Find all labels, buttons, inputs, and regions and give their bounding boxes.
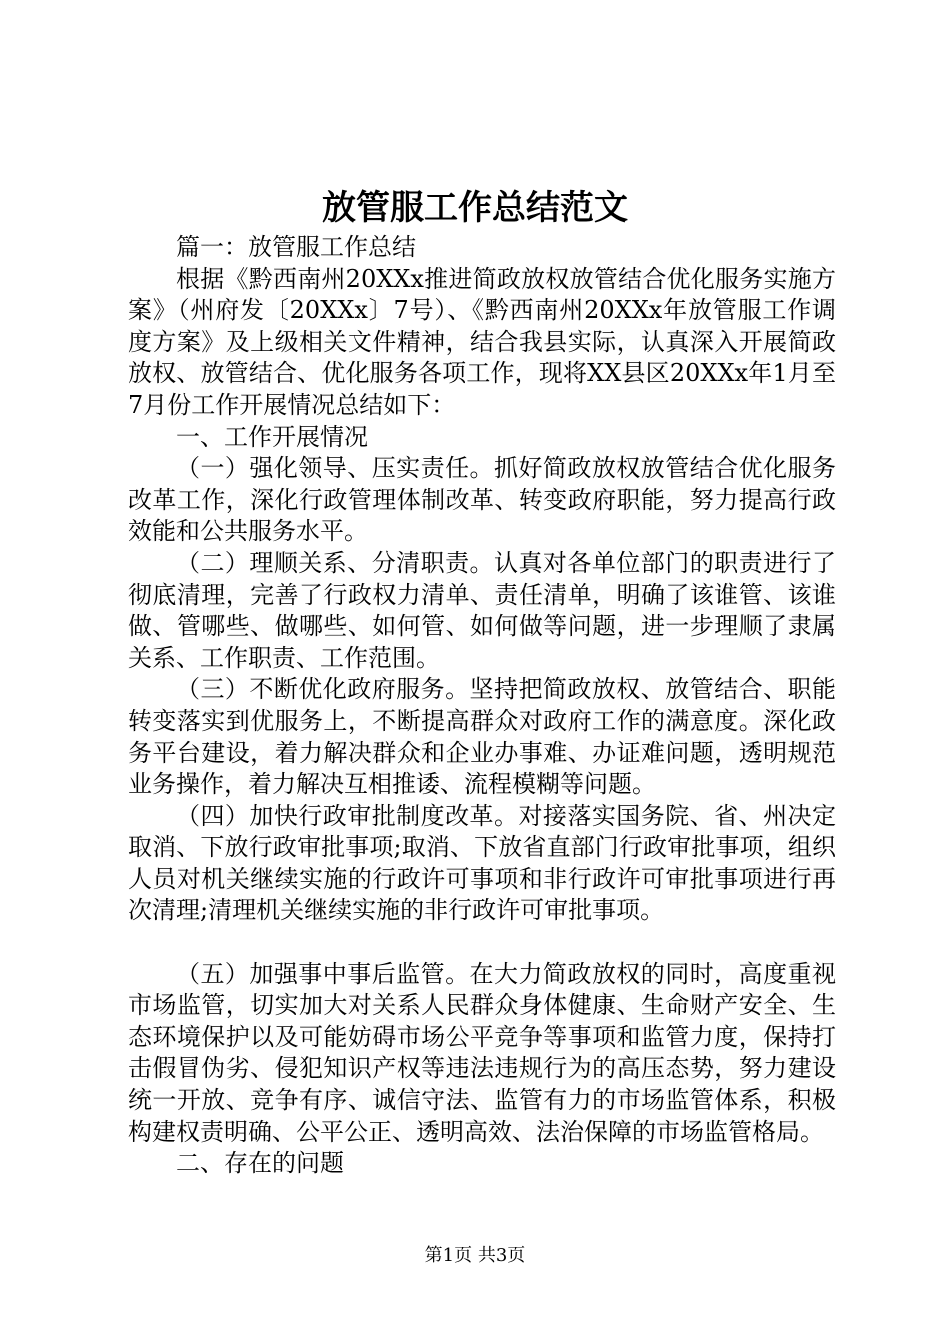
article-heading: 篇一：放管服工作总结 [176, 233, 416, 261]
section-heading-problems: 二、存在的问题 [176, 1149, 344, 1178]
item-paragraph-2: （二）理顺关系、分清职责。认真对各单位部门的职责进行了彻底清理，完善了行政权力清单、责任清单，明确了该谁管、该谁做、管哪些、做哪些、如何管、如何做等问题，进一步理顺了隶属关系、工作职责、工作范围。 [128, 548, 836, 672]
item-paragraph-1: （一）强化领导、压实责任。抓好简政放权放管结合优化服务改革工作，深化行政管理体制改革、转变政府职能，努力提高行政效能和公共服务水平。 [128, 454, 836, 546]
page-footer: 第1页 共3页 [424, 1245, 526, 1266]
item-paragraph-5: （五）加强事中事后监管。在大力简政放权的同时，高度重视市场监管，切实加大对关系人民群众身体健康、生命财产安全、生态环境保护以及可能妨碍市场公平竞争等事项和监管力度，保持打击假冒伪劣、侵犯知识产权等违法违规行为的高压态势，努力建设统一开放、竞争有序、诚信守法、监管有力的市场监管体系，积极构建权责明确、公平公正、透明高效、法治保障的市场监管格局。 [128, 959, 836, 1146]
document-body [128, 232, 836, 1180]
intro-paragraph: 根据《黔西南州20XXx推进简政放权放管结合优化服务实施方案》（州府发〔20XXx〕7号）、《黔西南州20XXx年放管服工作调度方案》及上级相关文件精神，结合我县实际，认真深入开展简政放权、放管结合、优化服务各项工作，现将XX县区20XXx年1月至7月份工作开展情况总结如下： [128, 264, 836, 419]
item-paragraph-4: （四）加快行政审批制度改革。对接落实国务院、省、州决定取消、下放行政审批事项;取消、下放省直部门行政审批事项，组织人员对机关继续实施的行政许可事项和非行政许可审批事项进行再次清理;清理机关继续实施的非行政许可审批事项。 [128, 801, 836, 925]
section-heading-work-status: 一、工作开展情况 [176, 422, 368, 451]
document-title: 放管服工作总结范文 [322, 188, 628, 228]
item-paragraph-3: （三）不断优化政府服务。坚持把简政放权、放管结合、职能转变落实到优服务上，不断提高群众对政府工作的满意度。深化政务平台建设，着力解决群众和企业办事难、办证难问题，透明规范业务操作，着力解决互相推诿、流程模糊等问题。 [128, 675, 836, 799]
